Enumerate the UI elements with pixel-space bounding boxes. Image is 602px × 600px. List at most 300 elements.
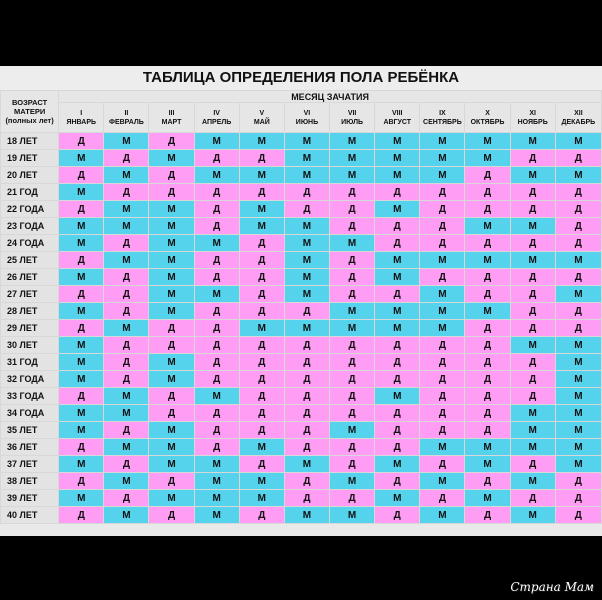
gender-cell: М — [510, 252, 555, 269]
age-label: 21 ГОД — [1, 184, 59, 201]
month-number: XII — [574, 109, 583, 117]
table-row — [1, 235, 602, 252]
table-body — [1, 133, 602, 524]
gender-cell: Д — [104, 422, 149, 439]
gender-cell: М — [284, 286, 329, 303]
gender-cell: М — [555, 167, 601, 184]
gender-cell: Д — [465, 388, 510, 405]
gender-cell: М — [330, 303, 375, 320]
table-row — [1, 456, 602, 473]
gender-cell: М — [555, 354, 601, 371]
gender-cell: Д — [375, 473, 420, 490]
gender-cell: Д — [420, 269, 465, 286]
table-row — [1, 473, 602, 490]
gender-cell: Д — [239, 371, 284, 388]
gender-cell: Д — [194, 184, 239, 201]
gender-cell: М — [149, 235, 194, 252]
gender-cell: Д — [465, 235, 510, 252]
gender-cell: Д — [104, 286, 149, 303]
gender-cell: М — [375, 320, 420, 337]
gender-cell: Д — [284, 388, 329, 405]
gender-cell: Д — [510, 456, 555, 473]
gender-cell: Д — [465, 286, 510, 303]
gender-cell: М — [59, 490, 104, 507]
table-row — [1, 303, 602, 320]
age-label: 29 ЛЕТ — [1, 320, 59, 337]
watermark-logo: Страна Мам — [510, 580, 594, 594]
gender-cell: Д — [284, 337, 329, 354]
gender-cell: М — [239, 320, 284, 337]
gender-cell: Д — [375, 235, 420, 252]
table-row — [1, 490, 602, 507]
gender-cell: Д — [465, 269, 510, 286]
gender-cell: М — [510, 439, 555, 456]
gender-cell: Д — [330, 490, 375, 507]
gender-cell: М — [194, 456, 239, 473]
gender-cell: М — [59, 218, 104, 235]
gender-cell: М — [420, 150, 465, 167]
gender-cell: М — [375, 167, 420, 184]
month-header-12 — [555, 103, 601, 133]
gender-cell: Д — [510, 201, 555, 218]
table-row — [1, 286, 602, 303]
gender-cell: М — [420, 133, 465, 150]
age-label: 27 ЛЕТ — [1, 286, 59, 303]
age-label: 40 ЛЕТ — [1, 507, 59, 524]
gender-cell: М — [465, 439, 510, 456]
gender-cell: М — [465, 252, 510, 269]
gender-cell: М — [194, 133, 239, 150]
gender-cell: Д — [149, 337, 194, 354]
gender-cell: Д — [465, 320, 510, 337]
gender-cell: М — [194, 167, 239, 184]
gender-cell: М — [149, 286, 194, 303]
gender-cell: М — [59, 405, 104, 422]
gender-cell: Д — [149, 320, 194, 337]
gender-cell: Д — [194, 337, 239, 354]
gender-cell: Д — [194, 354, 239, 371]
gender-cell: М — [59, 456, 104, 473]
gender-cell: Д — [420, 354, 465, 371]
gender-table-sheet — [0, 66, 602, 594]
gender-cell: М — [284, 252, 329, 269]
gender-cell: М — [465, 218, 510, 235]
gender-cell: М — [104, 320, 149, 337]
age-label: 37 ЛЕТ — [1, 456, 59, 473]
gender-cell: М — [149, 252, 194, 269]
month-name: ИЮНЬ — [295, 118, 319, 126]
gender-cell: Д — [239, 184, 284, 201]
gender-cell: Д — [510, 150, 555, 167]
gender-cell: М — [330, 133, 375, 150]
gender-cell: Д — [239, 507, 284, 524]
month-header-10 — [465, 103, 510, 133]
gender-cell: М — [420, 167, 465, 184]
gender-cell: М — [510, 133, 555, 150]
gender-cell: Д — [59, 167, 104, 184]
table-row — [1, 507, 602, 524]
gender-cell: Д — [510, 490, 555, 507]
gender-cell: Д — [239, 286, 284, 303]
month-number: VII — [347, 109, 357, 117]
table-row — [1, 201, 602, 218]
gender-cell: М — [330, 422, 375, 439]
table-row — [1, 252, 602, 269]
gender-cell: Д — [284, 184, 329, 201]
gender-cell: М — [510, 473, 555, 490]
gender-cell: Д — [375, 507, 420, 524]
gender-cell: Д — [104, 235, 149, 252]
gender-cell: Д — [375, 422, 420, 439]
age-label: 28 ЛЕТ — [1, 303, 59, 320]
gender-cell: М — [194, 473, 239, 490]
gender-cell: М — [104, 405, 149, 422]
gender-cell: Д — [420, 405, 465, 422]
gender-cell: Д — [375, 286, 420, 303]
gender-cell: М — [375, 201, 420, 218]
gender-cell: Д — [375, 354, 420, 371]
gender-cell: Д — [330, 286, 375, 303]
gender-cell: М — [104, 167, 149, 184]
gender-cell: Д — [375, 405, 420, 422]
gender-cell: Д — [555, 507, 601, 524]
gender-cell: М — [149, 439, 194, 456]
gender-cell: Д — [194, 269, 239, 286]
table-row — [1, 422, 602, 439]
month-header-row — [1, 103, 602, 133]
gender-cell: М — [510, 167, 555, 184]
gender-cell: М — [555, 252, 601, 269]
gender-cell: М — [59, 303, 104, 320]
gender-cell: Д — [149, 507, 194, 524]
gender-cell: Д — [375, 337, 420, 354]
gender-cell: М — [555, 439, 601, 456]
month-number: III — [168, 109, 175, 117]
month-header-8 — [375, 103, 420, 133]
month-name: АПРЕЛЬ — [202, 118, 232, 126]
gender-cell: М — [104, 201, 149, 218]
gender-cell: М — [375, 388, 420, 405]
gender-cell: М — [284, 133, 329, 150]
gender-cell: М — [149, 354, 194, 371]
gender-cell: Д — [510, 303, 555, 320]
gender-cell: Д — [465, 354, 510, 371]
gender-cell: Д — [284, 371, 329, 388]
gender-cell: Д — [284, 303, 329, 320]
gender-cell: М — [104, 439, 149, 456]
gender-cell: Д — [420, 337, 465, 354]
month-header-1 — [59, 103, 104, 133]
gender-cell: Д — [104, 337, 149, 354]
gender-cell: М — [59, 184, 104, 201]
gender-cell: М — [330, 235, 375, 252]
age-label: 32 ГОДА — [1, 371, 59, 388]
gender-cell: Д — [465, 201, 510, 218]
month-name: ОКТЯБРЬ — [470, 118, 505, 126]
gender-cell: М — [59, 150, 104, 167]
gender-cell: Д — [149, 473, 194, 490]
month-header-4 — [194, 103, 239, 133]
gender-cell: М — [420, 252, 465, 269]
gender-cell: Д — [330, 218, 375, 235]
gender-cell: М — [149, 269, 194, 286]
gender-cell: Д — [510, 320, 555, 337]
gender-cell: Д — [104, 150, 149, 167]
gender-cell: М — [104, 388, 149, 405]
gender-cell: М — [59, 422, 104, 439]
gender-cell: М — [284, 456, 329, 473]
gender-cell: Д — [104, 303, 149, 320]
gender-cell: Д — [375, 184, 420, 201]
gender-cell: Д — [149, 184, 194, 201]
gender-cell: Д — [59, 473, 104, 490]
gender-cell: Д — [59, 201, 104, 218]
gender-cell: Д — [465, 507, 510, 524]
gender-cell: М — [104, 507, 149, 524]
month-number: IV — [213, 109, 220, 117]
gender-cell: Д — [104, 371, 149, 388]
month-name: НОЯБРЬ — [517, 118, 548, 126]
gender-cell: Д — [149, 405, 194, 422]
gender-cell: М — [284, 167, 329, 184]
gender-cell: Д — [555, 235, 601, 252]
table-row — [1, 320, 602, 337]
table-row — [1, 371, 602, 388]
age-label: 36 ЛЕТ — [1, 439, 59, 456]
table-row — [1, 133, 602, 150]
gender-cell: М — [149, 303, 194, 320]
gender-cell: Д — [465, 337, 510, 354]
gender-cell: Д — [555, 303, 601, 320]
table-row — [1, 150, 602, 167]
gender-cell: Д — [510, 354, 555, 371]
gender-cell: Д — [465, 167, 510, 184]
gender-cell: Д — [330, 269, 375, 286]
gender-cell: Д — [59, 507, 104, 524]
gender-cell: Д — [194, 303, 239, 320]
gender-cell: Д — [330, 439, 375, 456]
gender-cell: М — [465, 490, 510, 507]
gender-cell: М — [239, 490, 284, 507]
gender-cell: Д — [149, 133, 194, 150]
gender-cell: М — [375, 269, 420, 286]
month-number: V — [259, 109, 265, 117]
gender-cell: Д — [59, 286, 104, 303]
gender-cell: М — [375, 150, 420, 167]
month-name: МАРТ — [161, 118, 182, 126]
table-row — [1, 354, 602, 371]
gender-cell: Д — [420, 388, 465, 405]
gender-cell: М — [194, 388, 239, 405]
gender-cell: Д — [239, 354, 284, 371]
gender-cell: М — [194, 286, 239, 303]
age-column-header: ВОЗРАСТ МАТЕРИ (полных лет) — [1, 91, 59, 133]
gender-cell: Д — [420, 184, 465, 201]
gender-cell: М — [239, 473, 284, 490]
table-row — [1, 388, 602, 405]
gender-cell: М — [330, 167, 375, 184]
gender-cell: Д — [59, 320, 104, 337]
gender-cell: Д — [420, 490, 465, 507]
gender-cell: Д — [104, 490, 149, 507]
gender-cell: М — [284, 218, 329, 235]
gender-cell: Д — [510, 269, 555, 286]
gender-cell: Д — [420, 218, 465, 235]
gender-cell: М — [104, 473, 149, 490]
gender-cell: М — [104, 252, 149, 269]
gender-cell: М — [194, 235, 239, 252]
gender-cell: Д — [465, 405, 510, 422]
month-number: II — [124, 109, 129, 117]
table-row — [1, 337, 602, 354]
month-name: ИЮЛЬ — [341, 118, 364, 126]
gender-cell: Д — [194, 201, 239, 218]
gender-cell: М — [555, 337, 601, 354]
gender-cell: Д — [239, 269, 284, 286]
gender-cell: М — [59, 269, 104, 286]
table-row — [1, 269, 602, 286]
gender-cell: М — [284, 320, 329, 337]
month-number: VIII — [391, 109, 403, 117]
gender-cell: М — [239, 167, 284, 184]
gender-cell: Д — [194, 320, 239, 337]
gender-cell: Д — [555, 150, 601, 167]
gender-cell: М — [194, 490, 239, 507]
gender-cell: М — [104, 133, 149, 150]
gender-cell: М — [555, 405, 601, 422]
table-row — [1, 218, 602, 235]
gender-cell: М — [465, 133, 510, 150]
gender-cell: М — [149, 218, 194, 235]
gender-cell: Д — [555, 490, 601, 507]
gender-cell: М — [375, 490, 420, 507]
gender-cell: Д — [465, 422, 510, 439]
gender-cell: Д — [194, 371, 239, 388]
gender-cell: М — [330, 320, 375, 337]
gender-cell: М — [420, 286, 465, 303]
gender-cell: Д — [420, 235, 465, 252]
gender-cell: М — [375, 303, 420, 320]
gender-cell: М — [194, 507, 239, 524]
age-label: 31 ГОД — [1, 354, 59, 371]
gender-cell: Д — [59, 133, 104, 150]
gender-cell: М — [465, 303, 510, 320]
age-label: 24 ГОДА — [1, 235, 59, 252]
gender-cell: Д — [239, 422, 284, 439]
age-label: 30 ЛЕТ — [1, 337, 59, 354]
month-name: ФЕВРАЛЬ — [108, 118, 144, 126]
gender-cell: Д — [239, 456, 284, 473]
gender-cell: Д — [284, 439, 329, 456]
table-row — [1, 184, 602, 201]
gender-cell: Д — [465, 473, 510, 490]
gender-cell: М — [330, 150, 375, 167]
month-header-3 — [149, 103, 194, 133]
month-header-9 — [420, 103, 465, 133]
gender-cell: М — [375, 133, 420, 150]
gender-cell: М — [510, 218, 555, 235]
gender-cell: Д — [510, 235, 555, 252]
age-label: 34 ГОДА — [1, 405, 59, 422]
gender-cell: Д — [375, 439, 420, 456]
gender-cell: Д — [330, 371, 375, 388]
gender-cell: М — [149, 456, 194, 473]
gender-cell: М — [149, 201, 194, 218]
gender-cell: М — [149, 422, 194, 439]
table-row — [1, 439, 602, 456]
table-row — [1, 405, 602, 422]
gender-cell: М — [239, 439, 284, 456]
gender-cell: М — [59, 235, 104, 252]
gender-cell: Д — [104, 354, 149, 371]
gender-cell: М — [420, 507, 465, 524]
gender-cell: Д — [239, 303, 284, 320]
gender-cell: Д — [104, 269, 149, 286]
month-name: ДЕКАБРЬ — [561, 118, 596, 126]
gender-cell: М — [420, 303, 465, 320]
gender-cell: Д — [284, 422, 329, 439]
month-header-6 — [284, 103, 329, 133]
gender-cell: Д — [194, 252, 239, 269]
age-label: 25 ЛЕТ — [1, 252, 59, 269]
month-header-2 — [104, 103, 149, 133]
gender-cell: М — [555, 388, 601, 405]
gender-cell: Д — [59, 388, 104, 405]
gender-cell: М — [330, 507, 375, 524]
gender-cell: М — [555, 286, 601, 303]
gender-cell: М — [510, 507, 555, 524]
month-number: XI — [529, 109, 536, 117]
gender-cell: Д — [510, 388, 555, 405]
gender-cell: Д — [239, 405, 284, 422]
gender-cell: Д — [239, 235, 284, 252]
gender-cell: М — [104, 218, 149, 235]
gender-cell: Д — [194, 405, 239, 422]
gender-cell: Д — [59, 252, 104, 269]
age-label: 33 ГОДА — [1, 388, 59, 405]
month-header-5 — [239, 103, 284, 133]
month-name: ЯНВАРЬ — [66, 118, 97, 126]
month-header-7 — [330, 103, 375, 133]
gender-cell: Д — [465, 184, 510, 201]
gender-cell: Д — [510, 286, 555, 303]
gender-cell: М — [420, 320, 465, 337]
gender-cell: Д — [555, 269, 601, 286]
age-label: 23 ГОДА — [1, 218, 59, 235]
gender-cell: Д — [194, 218, 239, 235]
gender-cell: М — [59, 354, 104, 371]
month-number: X — [485, 109, 490, 117]
month-name: МАЙ — [253, 118, 270, 126]
gender-cell: М — [149, 371, 194, 388]
gender-cell: М — [375, 252, 420, 269]
gender-cell: Д — [194, 439, 239, 456]
gender-cell: Д — [149, 167, 194, 184]
table-title: ТАБЛИЦА ОПРЕДЕЛЕНИЯ ПОЛА РЕБЁНКА — [0, 66, 602, 90]
gender-cell: М — [555, 456, 601, 473]
age-label: 22 ГОДА — [1, 201, 59, 218]
gender-cell: Д — [555, 218, 601, 235]
month-number: I — [80, 109, 83, 117]
gender-cell: Д — [465, 371, 510, 388]
gender-cell: М — [284, 507, 329, 524]
age-label: 18 ЛЕТ — [1, 133, 59, 150]
gender-cell: Д — [510, 371, 555, 388]
gender-cell: Д — [239, 252, 284, 269]
gender-cell: Д — [194, 150, 239, 167]
gender-cell: Д — [330, 337, 375, 354]
gender-cell: М — [284, 269, 329, 286]
